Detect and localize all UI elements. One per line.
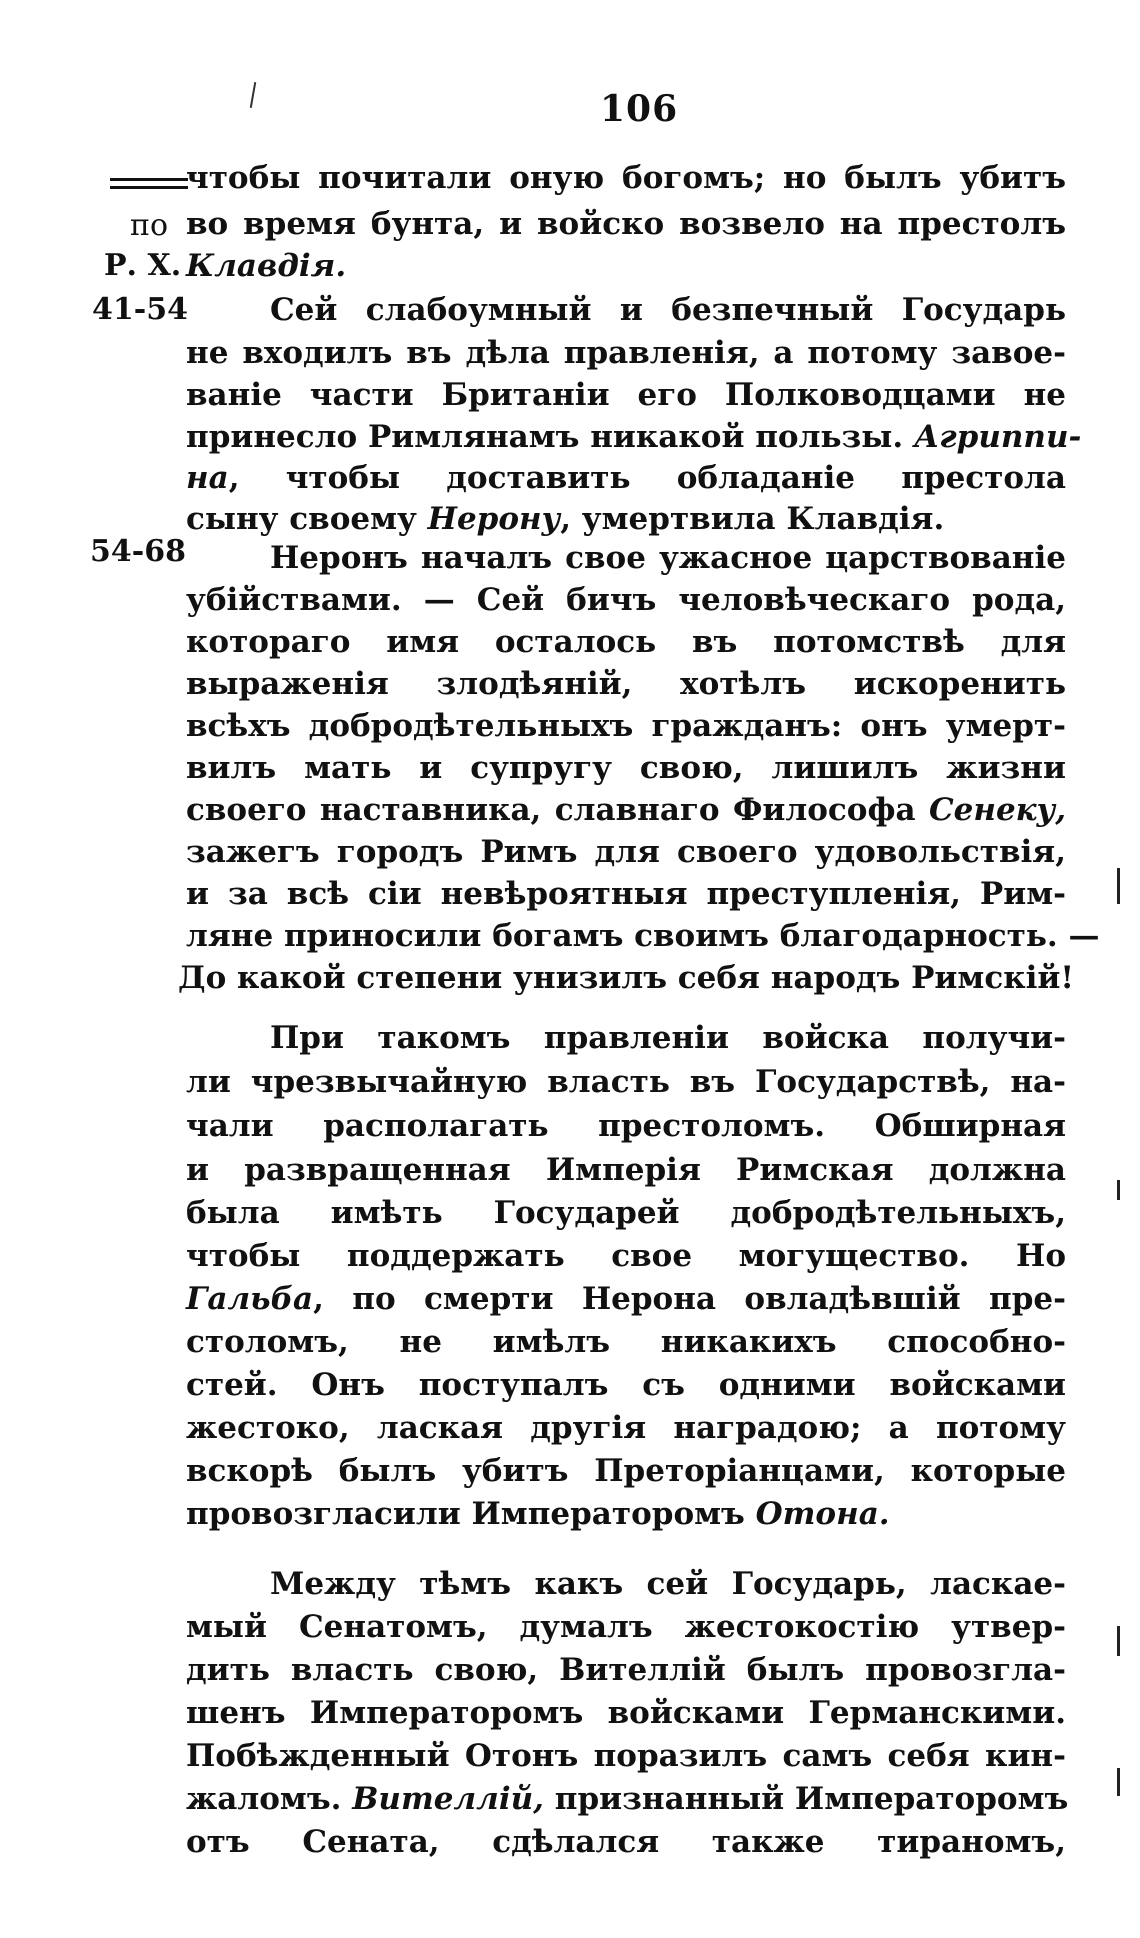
text-line: котораго имя осталось въ потомствѣ для bbox=[186, 624, 1066, 660]
margin-dash bbox=[110, 186, 188, 189]
text-line: Между тѣмъ какъ сей Государь, ласкае- bbox=[270, 1566, 1066, 1602]
margin-note-years-54-68: 54-68 bbox=[90, 534, 186, 569]
text-line: принесло Римлянамъ никакой пользы. Агриппи- bbox=[186, 419, 1082, 455]
text-line: вскорѣ былъ убитъ Преторіанцами, которые bbox=[186, 1453, 1066, 1489]
text-line: и развращенная Имперія Римская должна bbox=[186, 1152, 1066, 1188]
text-line: шенъ Императоромъ войсками Германскими. bbox=[186, 1695, 1066, 1731]
margin-note-rx: Р. Х. bbox=[104, 248, 182, 283]
text-line: зажегъ городъ Римъ для своего удовольствія, bbox=[186, 834, 1066, 870]
text-line: вилъ мать и супругу свою, лишилъ жизни bbox=[186, 750, 1066, 786]
text-line: жестоко, лаская другія наградою; а потому bbox=[186, 1410, 1066, 1446]
text-line: ли чрезвычайную власть въ Государствѣ, на- bbox=[186, 1064, 1066, 1100]
text-line: дить власть свою, Вителлій былъ провозгла- bbox=[186, 1652, 1066, 1688]
text-line: выраженія злодѣяній, хотѣлъ искоренить bbox=[186, 666, 1066, 702]
text-line: До какой степени унизилъ себя народъ Римскій! bbox=[178, 960, 1074, 996]
text-line: ваніе части Британіи его Полководцами не bbox=[186, 377, 1066, 413]
text-line: столомъ, не имѣлъ никакихъ способно- bbox=[186, 1324, 1066, 1360]
scan-edge-mark bbox=[1117, 1768, 1120, 1796]
text-line: убійствами. — Сей бичъ человѣческаго рода, bbox=[186, 582, 1066, 618]
text-line: Клавдія. bbox=[186, 248, 347, 284]
text-line: сыну своему Нерону, умертвила Клавдія. bbox=[186, 501, 945, 537]
scan-edge-mark bbox=[1117, 1626, 1120, 1656]
text-line: всѣхъ добродѣтельныхъ гражданъ: онъ умерт- bbox=[186, 708, 1066, 744]
text-line: и за всѣ сіи невѣроятныя преступленія, Рим- bbox=[186, 876, 1066, 912]
text-line: При такомъ правленіи войска получи- bbox=[270, 1020, 1066, 1056]
text-line: своего наставника, славнаго Философа Сенеку, bbox=[186, 792, 1066, 828]
text-line: жаломъ. Вителлій, признанный Императоромъ bbox=[186, 1781, 1069, 1817]
text-line: во время бунта, и войско возвело на престолъ bbox=[186, 206, 1066, 242]
text-line: чтобы поддержать свое могущество. Но bbox=[186, 1238, 1066, 1274]
text-line: была имѣть Государей добродѣтельныхъ, bbox=[186, 1195, 1066, 1231]
text-line: чтобы почитали оную богомъ; но былъ убитъ bbox=[186, 160, 1066, 196]
text-line: стей. Онъ поступалъ съ одними войсками bbox=[186, 1367, 1066, 1403]
text-line: Гальба, по смерти Нерона овладѣвшій пре- bbox=[186, 1281, 1066, 1317]
margin-dash bbox=[110, 178, 188, 181]
text-line: провозгласили Императоромъ Отона. bbox=[186, 1496, 890, 1532]
scan-edge-mark bbox=[1117, 1180, 1120, 1200]
text-line: Побѣжденный Отонъ поразилъ самъ себя кин- bbox=[186, 1738, 1066, 1774]
text-line: на, чтобы доставить обладаніе престола bbox=[186, 460, 1066, 496]
text-line: не входилъ въ дѣла правленія, а потому завое- bbox=[186, 335, 1066, 371]
text-line: чали располагать престоломъ. Обширная bbox=[186, 1108, 1066, 1144]
margin-note-years-41-54: 41-54 bbox=[92, 292, 188, 327]
page-number: 106 bbox=[600, 88, 679, 130]
stray-mark bbox=[250, 82, 256, 108]
text-line: Неронъ началъ свое ужасное царствованіе bbox=[270, 540, 1066, 576]
text-line: Сей слабоумный и безпечный Государь bbox=[270, 292, 1066, 328]
margin-note-po: по bbox=[130, 208, 169, 243]
text-line: мый Сенатомъ, думалъ жестокостію утвер- bbox=[186, 1609, 1066, 1645]
text-line: отъ Сената, сдѣлался также тираномъ, bbox=[186, 1824, 1066, 1860]
text-line: ляне приносили богамъ своимъ благодарность. — bbox=[186, 918, 1100, 954]
scan-edge-mark bbox=[1117, 868, 1120, 904]
